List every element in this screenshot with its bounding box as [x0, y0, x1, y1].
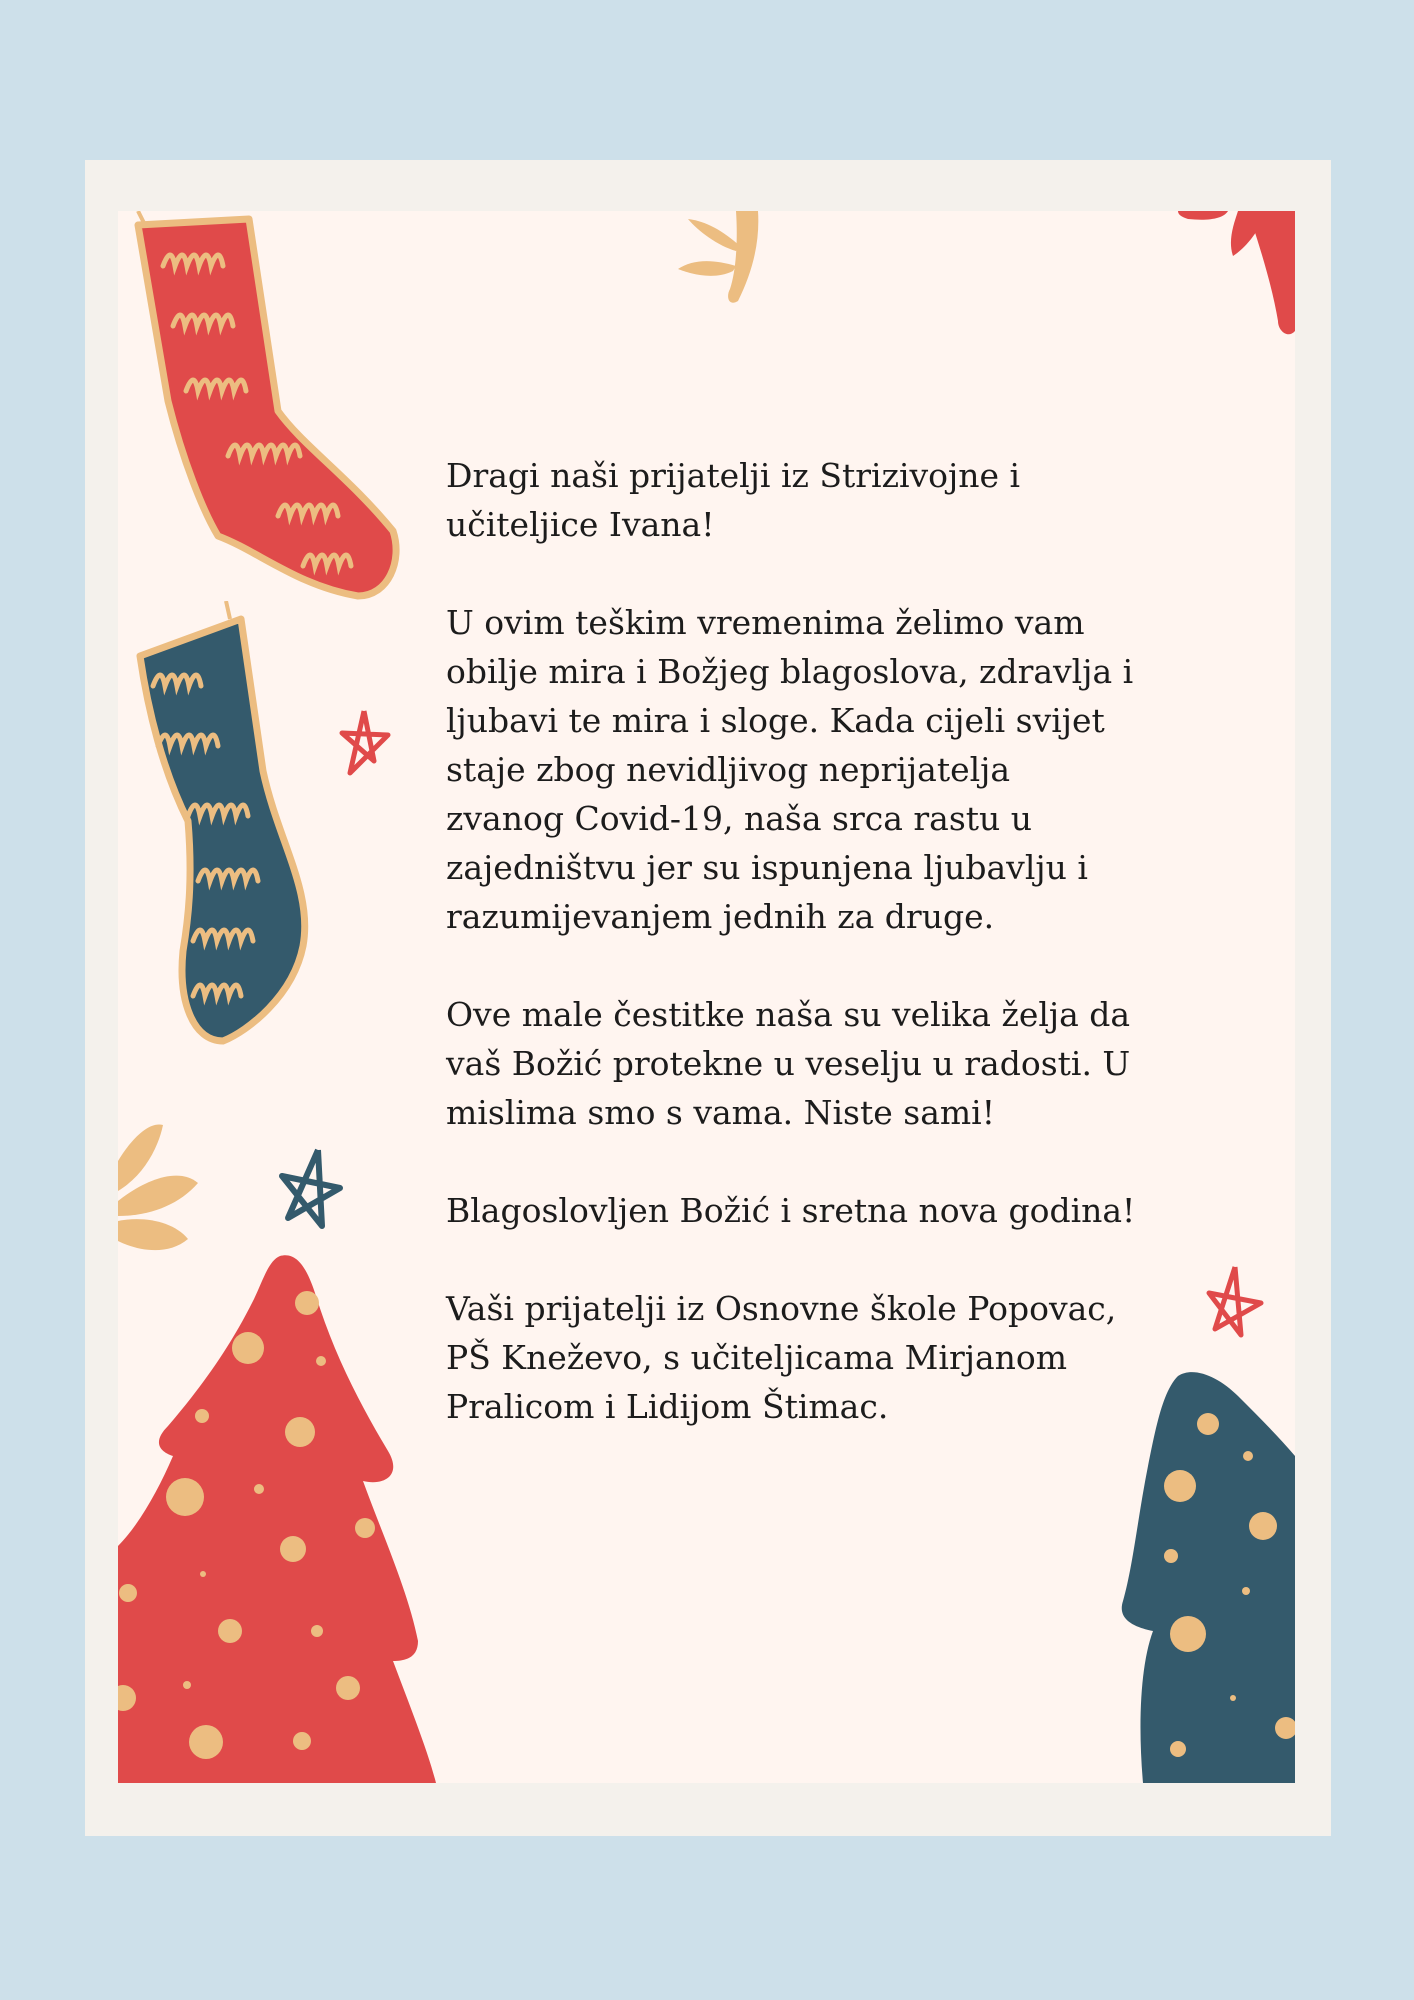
star-icon [276, 1146, 346, 1236]
leaf-sprig-icon [658, 211, 778, 311]
leaf-sprig-icon [1178, 211, 1295, 336]
leaf-sprig-icon [118, 1121, 208, 1261]
red-tree-icon [118, 1251, 448, 1783]
letter-body [446, 451, 1186, 1431]
letter-paragraph: Ove male čestitke naša su velika želja da vaš Božić protekne u veselju u radosti. U mislima smo s vama. Niste sami! [446, 995, 1131, 1132]
letter-signature: Vaši prijatelji iz Osnovne škole Popovac, PŠ Kneževo, s učiteljicama Mirjanom Pralicom i Lidijom Štimac. [446, 1289, 1117, 1426]
red-stocking-icon [118, 211, 418, 611]
star-icon [1203, 1263, 1268, 1343]
letter-wish: Blagoslovljen Božić i sretna nova godina! [446, 1191, 1136, 1230]
letter-paragraph: U ovim teškim vremenima želimo vam obilje mira i Božjeg blagoslova, zdravlja i ljubavi te mira i sloge. Kada cijeli svijet staje zbog nevidljivog neprijatelja zvanog Covid-19, naša srca rastu u zajedništvu jer su ispunjena ljubavlju i razumijevanjem jednih za druge. [446, 603, 1134, 936]
letter-greeting: Dragi naši prijatelji iz Strizivojne i učiteljice Ivana! [446, 456, 1021, 544]
christmas-card [118, 211, 1295, 1783]
navy-stocking-icon [118, 601, 338, 1091]
star-icon [336, 707, 396, 787]
